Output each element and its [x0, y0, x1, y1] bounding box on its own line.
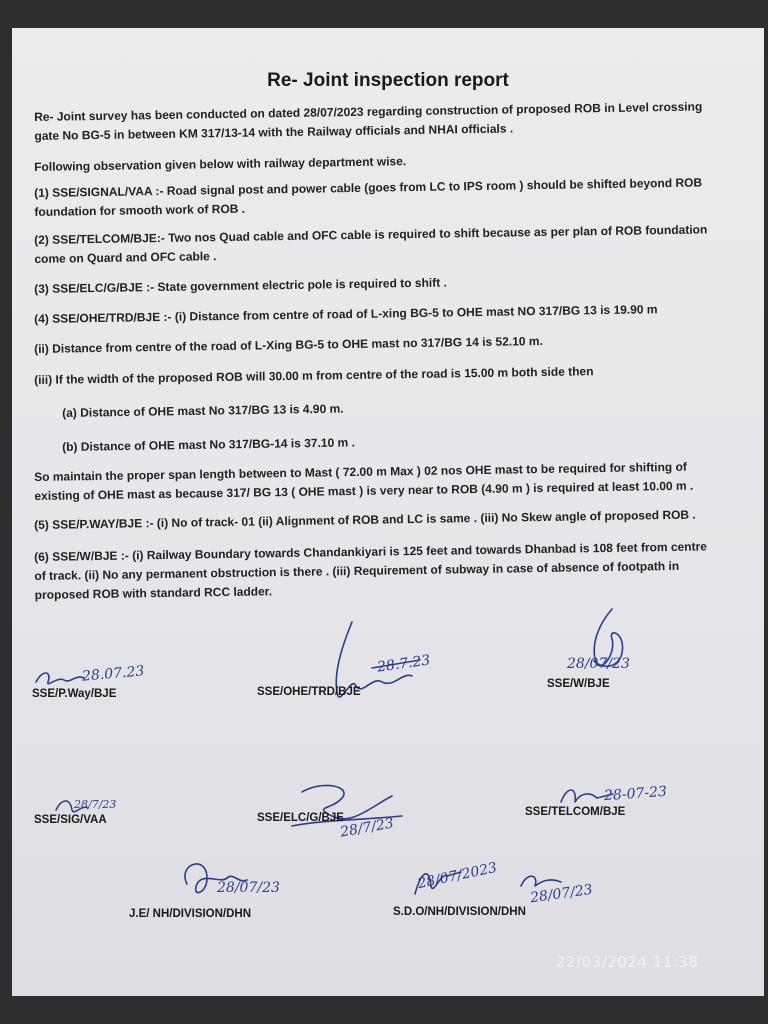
item-line: proposed ROB with standard RCC ladder. [34, 584, 273, 602]
item-telcom [34, 220, 747, 269]
item-line: (5) SSE/P.WAY/BJE :- (i) No of track- 01 (ii) Alignment of ROB and LC is same . (iii) No Skew angle of proposed ROB . [34, 507, 696, 532]
intro-line: Re- Joint survey has been conducted on dated 28/07/2023 regarding construction of proposed ROB in Level crossing [34, 99, 703, 124]
intro-line: gate No BG-5 in between KM 317/13-14 with the Railway officials and NHAI officials . [34, 121, 514, 143]
item-line: (a) Distance of OHE mast No 317/BG 13 is 4.90 m. [62, 401, 344, 420]
signature-date: 28.07.23 [81, 663, 145, 685]
item-elc [34, 269, 746, 299]
item-line: (3) SSE/ELC/G/BJE :- State government electric pole is required to shift . [34, 275, 447, 296]
item-line: (iii) If the width of the proposed ROB will 30.00 m from centre of the road is 15.00 m both side then [34, 364, 594, 387]
item-line: (ii) Distance from centre of the road of L-Xing BG-5 to OHE mast no 317/BG 14 is 52.10 m. [34, 334, 543, 356]
item-ohe [34, 299, 746, 329]
item-line: (2) SSE/TELCOM/BJE:- Two nos Quad cable and OFC cable is required to shift because as per plan of ROB foundation [34, 222, 708, 247]
signature-date: 28/07/2023 [416, 859, 499, 893]
signature-date: 28.7.23 [376, 652, 432, 676]
item-pway [34, 505, 746, 535]
item-ohe-a [62, 393, 764, 423]
signatory-label: SSE/W/BJE [547, 678, 610, 690]
signatory-label: SSE/P.Way/BJE [32, 688, 117, 700]
signature-date: 28/07/23 [567, 656, 630, 672]
observation-heading [34, 147, 746, 177]
signatory-label: SSE/SIG/VAA [34, 814, 107, 826]
item-line: (6) SSE/W/BJE :- (i) Railway Boundary towards Chandankiyari is 125 feet and towards Dhanbad is 108 feet from centre [34, 539, 708, 564]
signature-date: 28/07/23 [217, 880, 280, 896]
signatory-label: J.E/ NH/DIVISION/DHN [129, 908, 252, 920]
item-line: of track. (ii) No any permanent obstruction is there . (iii) Requirement of subway in case of absence of footpath in [34, 558, 680, 583]
span-paragraph [34, 457, 747, 506]
report-page [12, 28, 764, 996]
signatory-label: SSE/TELCOM/BJE [525, 806, 626, 818]
signatory-label: SSE/OHE/TRD/BJE [257, 686, 361, 698]
span-line: existing of OHE mast as because 317/ BG 13 ( OHE mast ) is very near to ROB (4.90 m ) is required at least 10.00 m . [34, 478, 694, 503]
observation-heading-text: Following observation given below with railway department wise. [34, 154, 407, 174]
intro-paragraph [34, 97, 747, 146]
item-ohe-iii [34, 360, 746, 390]
signatory-label: S.D.O/NH/DIVISION/DHN [393, 906, 526, 918]
photo-timestamp: 22/03/2024 11:38 [556, 953, 699, 971]
report-title: Re- Joint inspection report [267, 70, 509, 91]
signatory-label: SSE/ELC/G/BJE [257, 812, 344, 824]
item-line: (1) SSE/SIGNAL/VAA :- Road signal post and power cable (goes from LC to IPS room ) should be shifted beyond ROB [34, 175, 703, 200]
signature-date: 28/07/23 [529, 881, 594, 907]
item-ohe-ii [34, 329, 746, 359]
signature-date: 28/7/23 [74, 798, 117, 811]
signature-date: 28-07-23 [603, 783, 668, 805]
item-line: (4) SSE/OHE/TRD/BJE :- (i) Distance from centre of road of L-xing BG-5 to OHE mast NO 317/BG 13 is 19.90 m [34, 302, 658, 326]
span-line: So maintain the proper span length between to Mast ( 72.00 m Max ) 02 nos OHE mast to be required for shifting of [34, 459, 687, 484]
item-signal [34, 173, 747, 222]
item-works [34, 537, 747, 605]
item-ohe-b [62, 427, 764, 457]
signature-date: 28/7/23 [339, 815, 395, 841]
item-line: (b) Distance of OHE mast No 317/BG-14 is 37.10 m . [62, 435, 355, 454]
item-line: foundation for smooth work of ROB . [34, 201, 246, 219]
item-line: come on Quard and OFC cable . [34, 249, 217, 266]
